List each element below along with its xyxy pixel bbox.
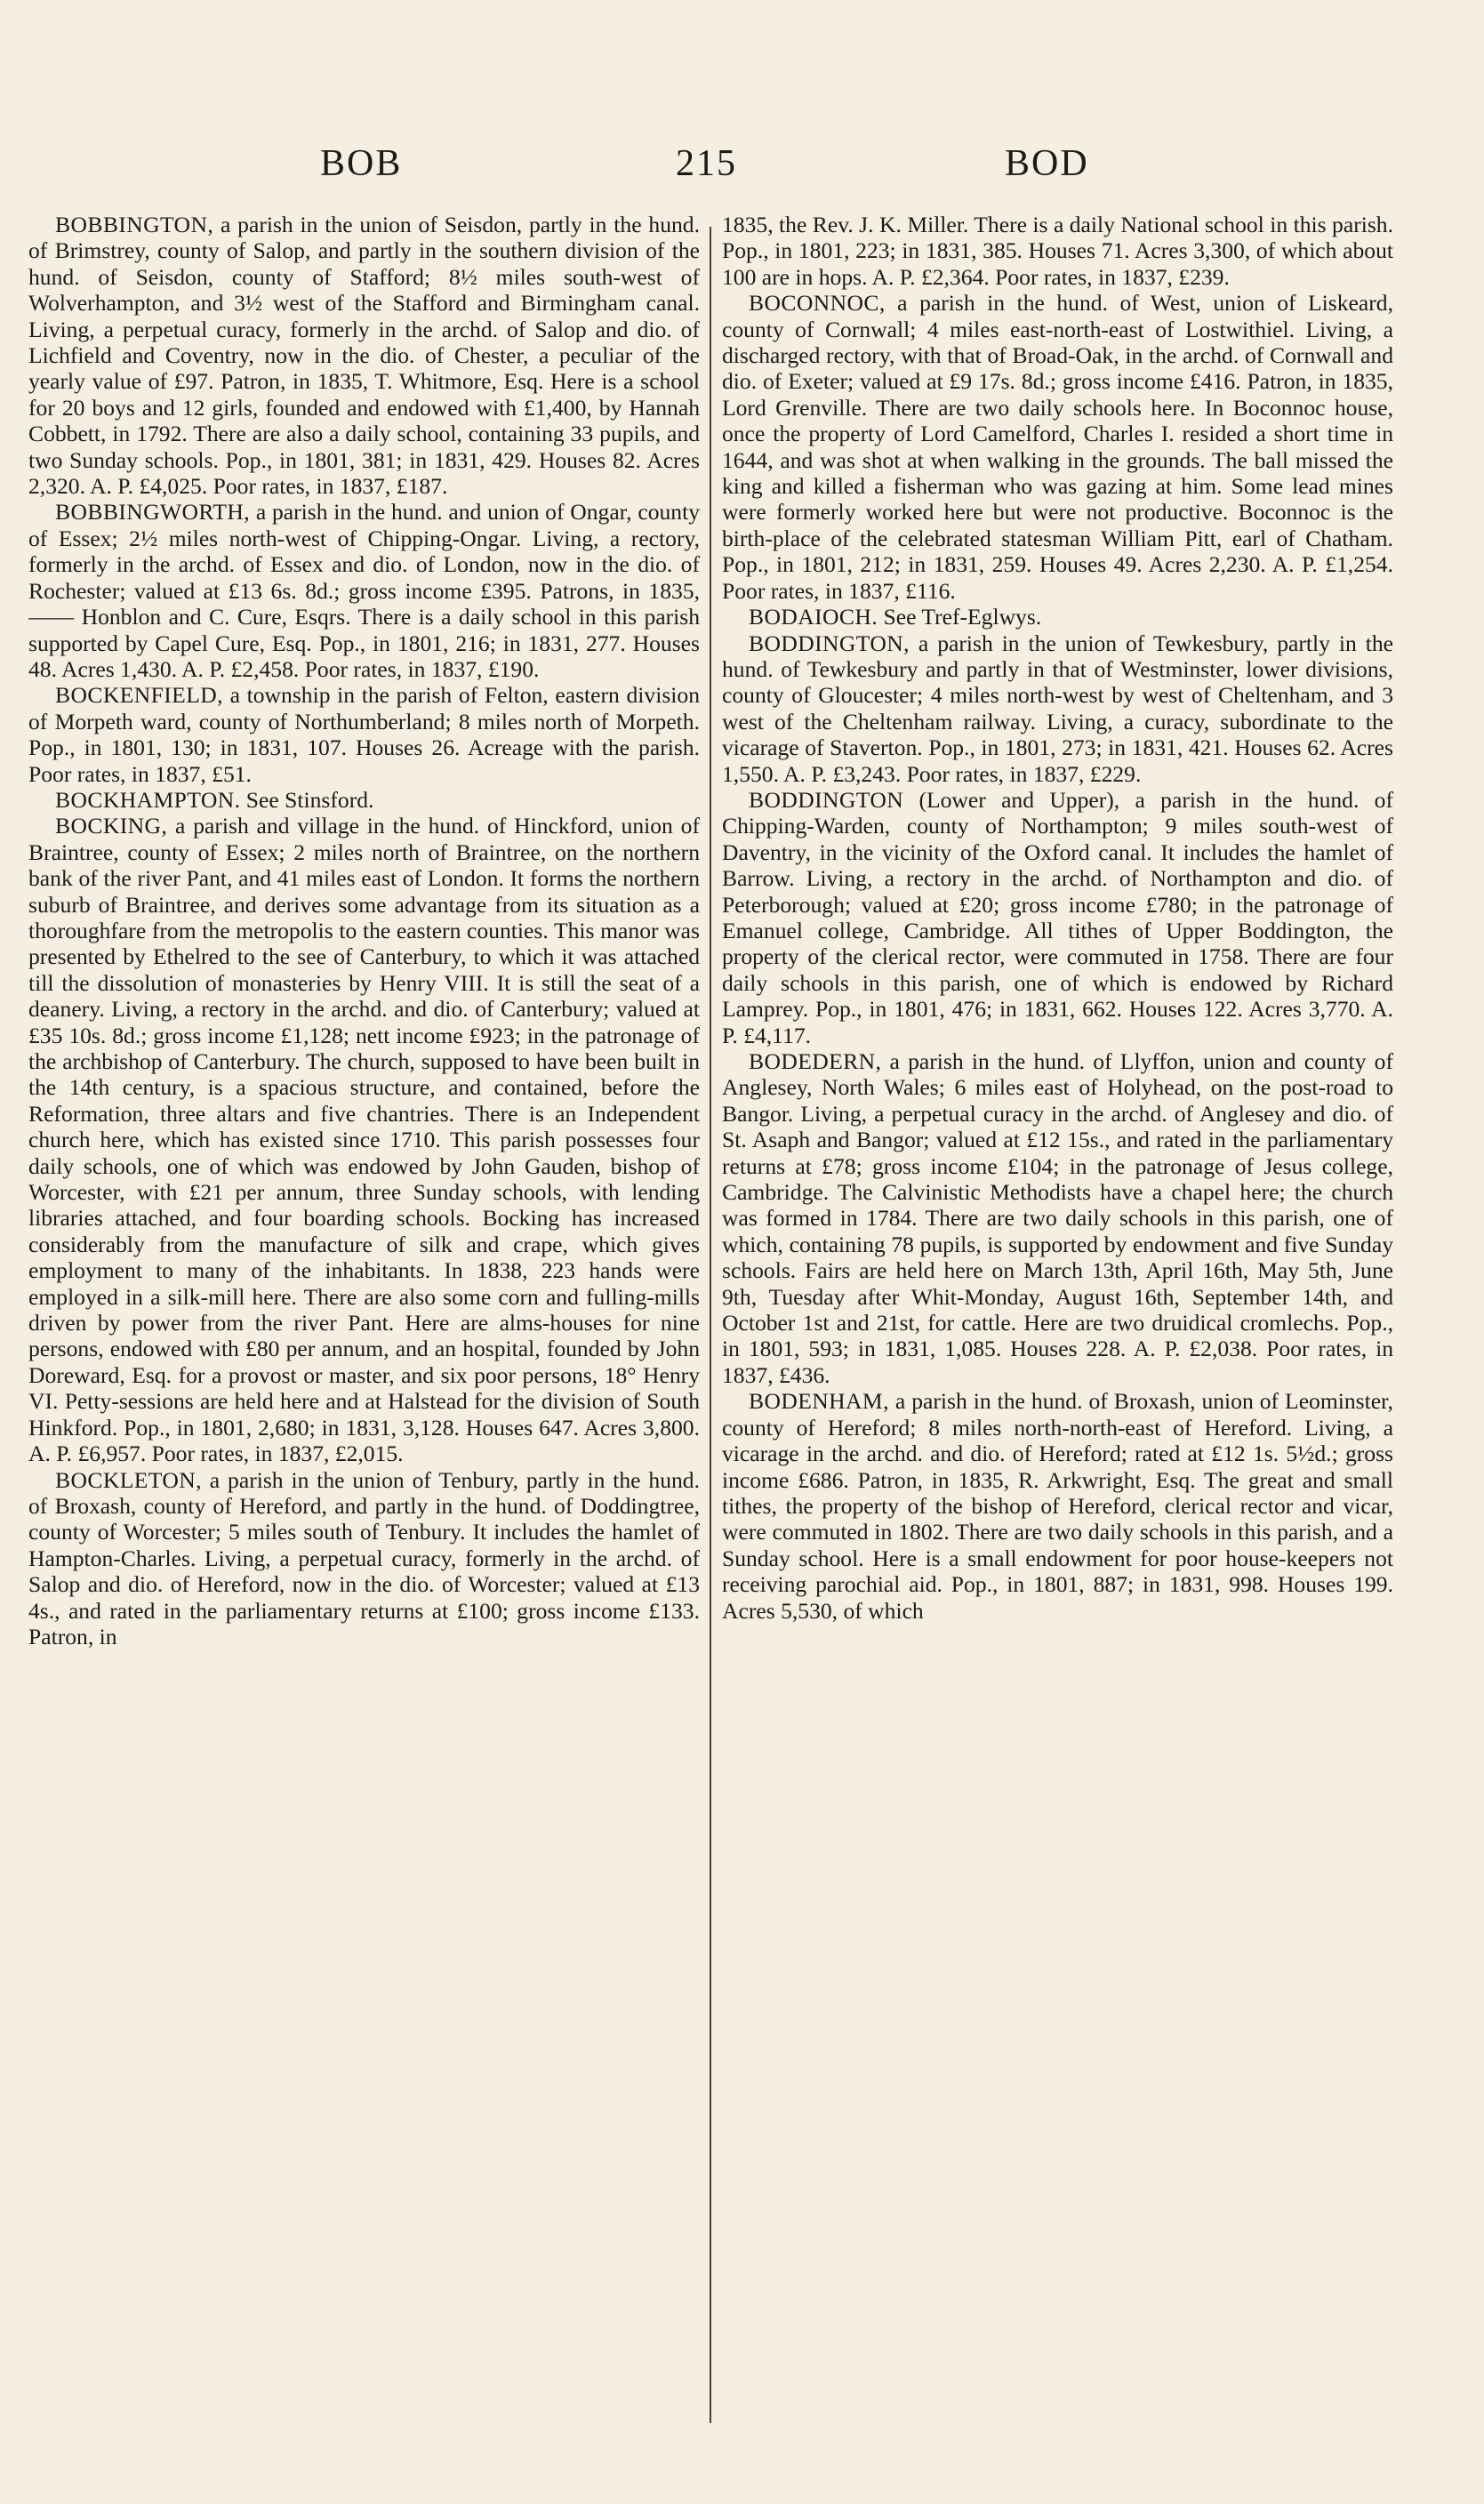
entry-text: See Tref-Eglwys.	[878, 604, 1042, 630]
entry-text: a parish and village in the hund. of Hinckford, union of Braintree, county of Essex; 2 miles north of Braintree, on the northern bank of the river Pant, and 41 miles east of London. It forms the northern suburb of Braintree, and derives some advantage from its situation as a thoroughfare from the metropolis to the eastern counties. This manor was presented by Ethelred to the see of Canterbury, to which it was attached till the dissolution of monasteries by Henry VIII. It is still the seat of a deanery. Living, a rectory in the archd. and dio. of Canterbury; valued at £35 10s. 8d.; gross income £1,128; nett income £923; in the patronage of the archbishop of Canterbury. The church, supposed to have been built in the 14th century, is a spacious structure, and contained, before the Reformation, three altars and five chantries. There is an Independent church here, which has existed since 1710. This parish possesses four daily schools, one of which was endowed by John Gauden, bishop of Worcester, with £21 per annum, three Sunday schools, with lending libraries attached, and four boarding schools. Bocking has increased considerably from the manufacture of silk and crape, which gives employment to many of the inhabitants. In 1838, 223 hands were employed in a silk-mill here. There are also some corn and fulling-mills driven by power from the river Pant. Here are alms-houses for nine persons, endowed with £80 per annum, and an hospital, founded by John Doreward, Esq. for a provost or master, and six poor persons, 18° Henry VI. Petty-sessions are held here and at Halstead for the division of South Hinkford. Pop., in 1801, 2,680; in 1831, 3,128. Houses 647. Acres 3,800. A. P. £6,957. Poor rates, in 1837, £2,015.	[28, 813, 700, 1467]
entry-headword: BODDINGTON	[749, 786, 904, 813]
running-header	[0, 142, 1484, 196]
entry	[28, 787, 700, 813]
entry	[722, 1388, 1393, 1624]
entry-headword: BOCKLETON,	[55, 1466, 202, 1493]
entry	[28, 682, 700, 787]
left-column	[28, 212, 700, 2488]
entry-headword: BODAIOCH.	[749, 604, 878, 630]
entry-text: a parish in the hund. and union of Ongar, county of Essex; 2½ miles north-west of Chipping-Ongar. Living, a rectory, formerly in the archd. of Essex and dio. of London, now in the dio. of Rochester; valued at £13 6s. 8d.; gross income £395. Patrons, in 1835, —— Honblon and C. Cure, Esqrs. There is a daily school in this parish supported by Capel Cure, Esq. Pop., in 1801, 216; in 1831, 277. Houses 48. Acres 1,430. A. P. £2,458. Poor rates, in 1837, £190.	[28, 499, 700, 682]
entry-text: See Stinsford.	[240, 786, 374, 813]
entry-text: (Lower and Upper), a parish in the hund. of Chipping-Warden, county of Northampton; 9 miles south-west of Daventry, in the vicinity of the Oxford canal. It includes the hamlet of Barrow. Living, a rectory in the archd. of Northampton and dio. of Peterborough; valued at £20; gross income £780; in the patronage of Emanuel college, Cambridge. All tithes of Upper Boddington, the property of the clerical rector, were commuted in 1758. There are four daily schools in this parish, one of which is endowed by Richard Lamprey. Pop., in 1801, 476; in 1831, 662. Houses 122. Acres 3,770. A. P. £4,117.	[722, 786, 1393, 1048]
entry	[722, 604, 1393, 630]
column-divider	[710, 227, 711, 2423]
entry-text: a township in the parish of Felton, eastern division of Morpeth ward, county of Northumberland; 8 miles north of Morpeth. Pop., in 1801, 130; in 1831, 107. Houses 26. Acreage with the parish. Poor rates, in 1837, £51.	[28, 682, 700, 787]
entry-headword: BOBBINGWORTH,	[55, 499, 251, 526]
entry	[28, 813, 700, 1466]
right-column	[722, 212, 1393, 2488]
entry-continuation	[722, 212, 1393, 290]
entry-headword: BOCKHAMPTON.	[55, 786, 241, 813]
entry-text: a parish in the union of Seisdon, partly in the hund. of Brimstrey, county of Salop, and partly in the southern division of the hund. of Seisdon, county of Stafford; 8½ miles south-west of Wolverhampton, and 3½ west of the Stafford and Birmingham canal. Living, a perpetual curacy, formerly in the archd. of Salop and dio. of Lichfield and Coventry, now in the dio. of Chester, a peculiar of the yearly value of £97. Patron, in 1835, T. Whitmore, Esq. Here is a school for 20 boys and 12 girls, founded and endowed with £1,400, by Hannah Cobbett, in 1792. There are also a daily school, containing 33 pupils, and two Sunday schools. Pop., in 1801, 381; in 1831, 429. Houses 82. Acres 2,320. A. P. £4,025. Poor rates, in 1837, £187.	[28, 212, 700, 500]
entry-text: 1835, the Rev. J. K. Miller. There is a daily National school in this parish. Pop., in 1801, 223; in 1831, 385. Houses 71. Acres 3,300, of which about 100 are in hops. A. P. £2,364. Poor rates, in 1837, £239.	[722, 212, 1393, 290]
header-left-guide-word: BOB	[320, 143, 403, 184]
entry-headword: BODENHAM,	[749, 1388, 889, 1415]
entry-headword: BODDINGTON,	[749, 630, 910, 656]
entry	[722, 1048, 1393, 1388]
page-number: 215	[676, 143, 737, 184]
entry-headword: BODEDERN,	[749, 1048, 882, 1074]
entry-text: a parish in the hund. of Llyffon, union and county of Anglesey, North Wales; 6 miles east of Holyhead, on the post-road to Bangor. Living, a perpetual curacy in the archd. of Anglesey and dio. of St. Asaph and Bangor; valued at £12 15s., and rated in the parliamentary returns at £78; gross income £104; in the patronage of Jesus college, Cambridge. The Calvinistic Methodists have a chapel here; the church was formed in 1784. There are two daily schools in this parish, one of which, containing 78 pupils, is supported by endowment and five Sunday schools. Fairs are held here on March 13th, April 16th, May 5th, June 9th, Tuesday after Whit-Monday, August 16th, September 14th, and October 1st and 21st, for cattle. Here are two druidical cromlechs. Pop., in 1801, 593; in 1831, 1,085. Houses 228. A. P. £2,038. Poor rates, in 1837, £436.	[722, 1048, 1393, 1388]
entry-headword: BOCKENFIELD,	[55, 682, 223, 709]
entry-headword: BOCONNOC,	[749, 290, 886, 317]
entry-text: a parish in the hund. of Broxash, union of Leominster, county of Hereford; 8 miles north-north-east of Hereford. Living, a vicarage in the archd. and dio. of Hereford; rated at £12 1s. 5½d.; gross income £686. Patron, in 1835, R. Arkwright, Esq. The great and small tithes, the property of the bishop of Hereford, clerical rector and vicar, were commuted in 1802. There are two daily schools in this parish, and a Sunday school. Here is a small endowment for poor house-keepers not receiving parochial aid. Pop., in 1801, 887; in 1831, 998. Houses 199. Acres 5,530, of which	[722, 1388, 1393, 1624]
entry-headword: BOCKING,	[55, 813, 168, 839]
entry	[28, 499, 700, 682]
entry	[28, 212, 700, 499]
entry	[28, 1467, 700, 1650]
entry-headword: BOBBINGTON,	[55, 212, 214, 237]
header-right-guide-word: BOD	[1005, 143, 1089, 184]
entry-text: a parish in the union of Tewkesbury, partly in the hund. of Tewkesbury and partly in that of Westminster, lower divisions, county of Gloucester; 4 miles north-west by west of Cheltenham, and 3 west of the Cheltenham railway. Living, a curacy, subordinate to the vicarage of Staverton. Pop., in 1801, 273; in 1831, 421. Houses 62. Acres 1,550. A. P. £3,243. Poor rates, in 1837, £229.	[722, 630, 1393, 787]
entry-text: a parish in the union of Tenbury, partly in the hund. of Broxash, county of Hereford, and partly in the hund. of Doddingtree, county of Worcester; 5 miles south of Tenbury. It includes the hamlet of Hampton-Charles. Living, a perpetual curacy, formerly in the archd. of Salop and dio. of Hereford, now in the dio. of Worcester; valued at £13 4s., and rated in the parliamentary returns at £100; gross income £133. Patron, in	[28, 1466, 700, 1649]
entry-text: a parish in the hund. of West, union of Liskeard, county of Cornwall; 4 miles east-north-east of Lostwithiel. Living, a discharged rectory, with that of Broad-Oak, in the archd. of Cornwall and dio. of Exeter; valued at £9 17s. 8d.; gross income £416. Patron, in 1835, Lord Grenville. There are two daily schools here. In Boconnoc house, once the property of Lord Camelford, Charles I. resided a short time in 1644, and was shot at when walking in the grounds. The ball missed the king and killed a fisherman who was gazing at him. Some lead mines were formerly worked here but were not productive. Boconnoc is the birth-place of the celebrated statesman William Pitt, earl of Chatham. Pop., in 1801, 212; in 1831, 259. Houses 49. Acres 2,230. A. P. £1,254. Poor rates, in 1837, £116.	[722, 290, 1393, 604]
entry	[722, 630, 1393, 787]
entry	[722, 787, 1393, 1048]
entry	[722, 290, 1393, 604]
